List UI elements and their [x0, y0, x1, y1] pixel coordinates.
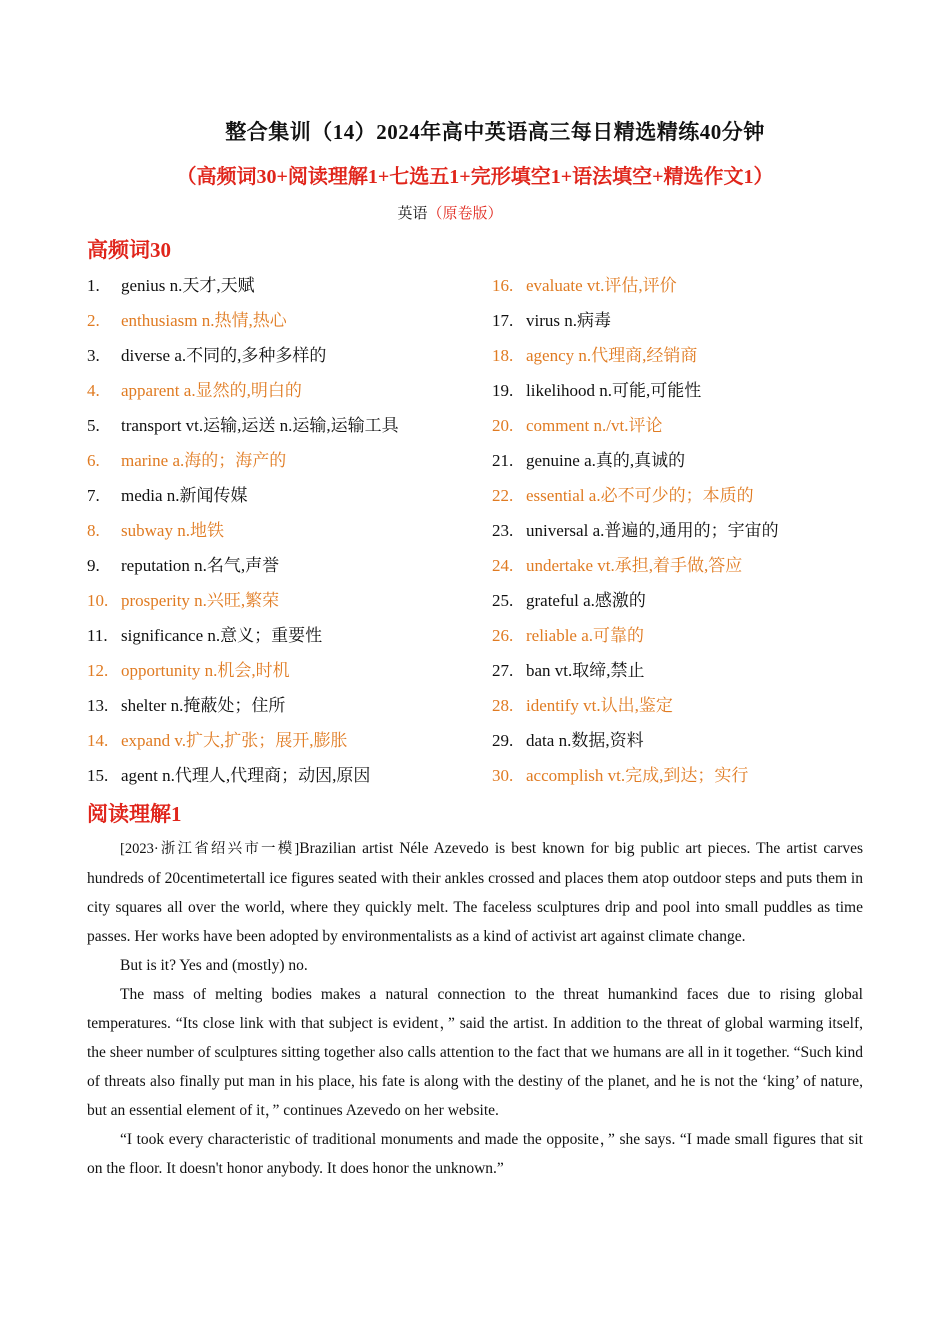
- subject-label: 英语: [397, 206, 428, 222]
- vocab-text: transport vt.运输,运送 n.运输,运输工具: [121, 416, 399, 435]
- vocab-item: [492, 478, 892, 513]
- page-title-text: 整合集训（14）2024年高中英语高三每日精选精练40分钟: [225, 120, 765, 144]
- vocab-text: genius n.天才,天赋: [121, 276, 255, 295]
- vocab-number: 9.: [87, 556, 100, 575]
- vocab-item: [87, 723, 487, 758]
- vocab-number: 12.: [87, 661, 109, 680]
- vocab-text: subway n.地铁: [121, 521, 224, 540]
- vocab-item: [87, 513, 487, 548]
- vocab-text: marine a.海的；海产的: [121, 451, 287, 470]
- passage-paragraph: The mass of melting bodies makes a natural connection to the threat humankind faces due to rising global temperatures. “Its close link with that subject is evident，” said the artist. In addition to the threat of global warming itself, the sheer number of sculptures sitting together also calls attention to the fact that we humans are all in it together. “Such kind of threats also finally put man in his place, his fate is along with the destiny of the planet, and he is not the ‘king’ of nature, but an essential element of it，” continues Azevedo on her website.: [87, 986, 863, 1119]
- vocab-number: 24.: [492, 556, 514, 575]
- vocab-number: 13.: [87, 696, 109, 715]
- reading-passage: [87, 834, 863, 1183]
- vocab-number: 21.: [492, 451, 514, 470]
- vocab-text: agent n.代理人,代理商；动因,原因: [121, 766, 371, 785]
- vocab-item: [492, 723, 892, 758]
- vocab-item: [492, 373, 892, 408]
- vocab-text: genuine a.真的,真诚的: [526, 451, 686, 470]
- vocab-item: [492, 268, 892, 303]
- vocab-number: 25.: [492, 591, 514, 610]
- vocab-text: shelter n.掩蔽处；住所: [121, 696, 286, 715]
- vocab-number: 15.: [87, 766, 109, 785]
- vocab-number: 2.: [87, 311, 100, 330]
- vocab-text: reputation n.名气,声誉: [121, 556, 280, 575]
- passage-paragraph: “I took every characteristic of traditional monuments and made the opposite，” she says. “I made small figures that sit on the floor. It doesn't honor anybody. It does honor the unknown.”: [87, 1131, 863, 1177]
- vocab-text: ban vt.取缔,禁止: [526, 661, 645, 680]
- vocab-item: [492, 303, 892, 338]
- vocab-number: 20.: [492, 416, 514, 435]
- vocab-text: prosperity n.兴旺,繁荣: [121, 591, 280, 610]
- vocab-item: [492, 688, 892, 723]
- vocab-item: [492, 548, 892, 583]
- vocab-item: [492, 408, 892, 443]
- vocab-item: [87, 688, 487, 723]
- vocab-text: media n.新闻传媒: [121, 486, 248, 505]
- vocab-item: [87, 408, 487, 443]
- vocab-item: [492, 653, 892, 688]
- vocab-heading: 高频词30: [87, 238, 171, 262]
- vocab-number: 14.: [87, 731, 109, 750]
- reading-heading: 阅读理解1: [87, 802, 182, 826]
- vocab-item: [492, 338, 892, 373]
- vocab-number: 5.: [87, 416, 100, 435]
- vocab-number: 16.: [492, 276, 514, 295]
- vocab-item: [87, 373, 487, 408]
- vocab-item: [87, 338, 487, 373]
- vocab-text: data n.数据,资料: [526, 731, 644, 750]
- vocab-text: virus n.病毒: [526, 311, 611, 330]
- page-subtitle: （高频词30+阅读理解1+七选五1+完形填空1+语法填空+精选作文1）: [176, 166, 774, 188]
- passage-paragraph-text: Brazilian artist Néle Azevedo is best known for big public art pieces. The artist carves hundreds of 20centimetertall ice figures seated with their ankles crossed and places them atop outdoor steps and puts them in city squares all over the world, where they quickly melt. The faceless sculptures drip and pool into small puddles as time passes. Her works have been adopted by environmentalists as a kind of activist art against climate change.: [87, 840, 863, 945]
- vocab-item: [87, 618, 487, 653]
- vocab-number: 23.: [492, 521, 514, 540]
- vocab-text: reliable a.可靠的: [526, 626, 645, 645]
- vocab-number: 27.: [492, 661, 514, 680]
- vocab-list-right: [492, 268, 892, 793]
- vocab-item: [492, 758, 892, 793]
- vocab-text: enthusiasm n.热情,热心: [121, 311, 287, 330]
- vocab-number: 19.: [492, 381, 514, 400]
- vocab-number: 7.: [87, 486, 100, 505]
- vocab-number: 1.: [87, 276, 100, 295]
- passage-source: [2023·浙江省绍兴市一模]: [120, 841, 300, 857]
- vocab-text: agency n.代理商,经销商: [526, 346, 698, 365]
- vocab-number: 10.: [87, 591, 109, 610]
- vocab-number: 30.: [492, 766, 514, 785]
- vocab-text: grateful a.感激的: [526, 591, 646, 610]
- vocab-number: 17.: [492, 311, 514, 330]
- vocab-item: [492, 618, 892, 653]
- vocab-text: accomplish vt.完成,到达；实行: [526, 766, 749, 785]
- vocab-list-left: [87, 268, 487, 793]
- vocab-number: 6.: [87, 451, 100, 470]
- vocab-number: 28.: [492, 696, 514, 715]
- vocab-text: comment n./vt.评论: [526, 416, 663, 435]
- passage-paragraph: [87, 834, 863, 951]
- vocab-item: [87, 443, 487, 478]
- vocab-number: 26.: [492, 626, 514, 645]
- vocab-item: [87, 478, 487, 513]
- vocab-item: [87, 548, 487, 583]
- vocab-number: 4.: [87, 381, 100, 400]
- vocab-text: expand v.扩大,扩张；展开,膨胀: [121, 731, 348, 750]
- vocab-text: universal a.普遍的,通用的；宇宙的: [526, 521, 779, 540]
- vocab-item: [492, 443, 892, 478]
- page-title: [0, 116, 950, 146]
- vocab-item: [87, 583, 487, 618]
- passage-paragraph: But is it? Yes and (mostly) no.: [120, 957, 308, 974]
- vocab-number: 22.: [492, 486, 514, 505]
- subject-note: （原卷版）: [427, 206, 503, 222]
- vocab-number: 8.: [87, 521, 100, 540]
- vocab-item: [87, 303, 487, 338]
- vocab-item: [492, 583, 892, 618]
- vocab-text: diverse a.不同的,多种多样的: [121, 346, 327, 365]
- vocab-item: [492, 513, 892, 548]
- vocab-number: 29.: [492, 731, 514, 750]
- vocab-text: likelihood n.可能,可能性: [526, 381, 702, 400]
- subject-line: [0, 202, 900, 223]
- vocab-text: identify vt.认出,鉴定: [526, 696, 673, 715]
- vocab-item: [87, 758, 487, 793]
- vocab-number: 3.: [87, 346, 100, 365]
- vocab-text: opportunity n.机会,时机: [121, 661, 290, 680]
- vocab-text: essential a.必不可少的；本质的: [526, 486, 754, 505]
- vocab-text: evaluate vt.评估,评价: [526, 276, 677, 295]
- vocab-text: significance n.意义；重要性: [121, 626, 323, 645]
- vocab-text: undertake vt.承担,着手做,答应: [526, 556, 743, 575]
- vocab-item: [87, 268, 487, 303]
- vocab-number: 18.: [492, 346, 514, 365]
- vocab-item: [87, 653, 487, 688]
- vocab-number: 11.: [87, 626, 108, 645]
- vocab-text: apparent a.显然的,明白的: [121, 381, 302, 400]
